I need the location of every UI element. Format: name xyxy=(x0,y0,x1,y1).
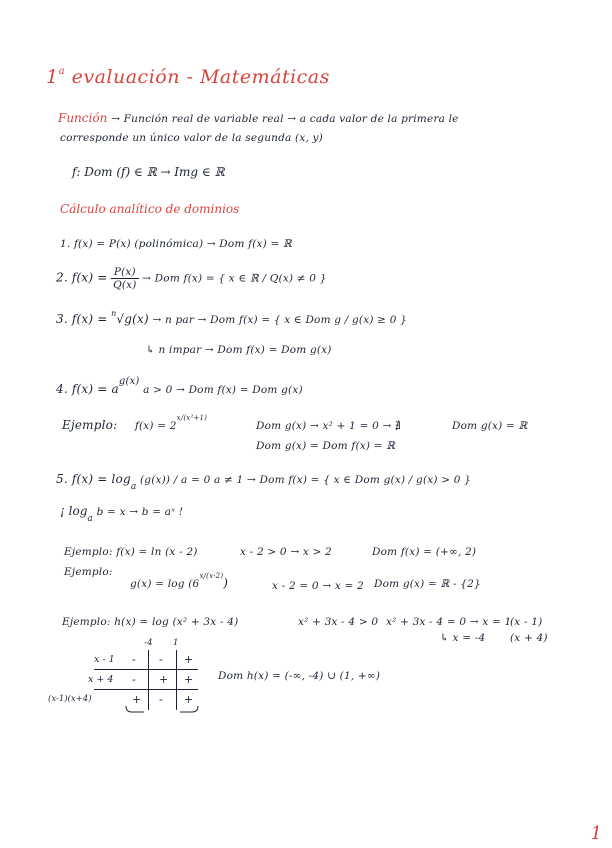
log-note-rest: b = x → b = aˣ ! xyxy=(96,506,184,518)
rule-3-prefix: 3. f(x) = xyxy=(56,312,108,326)
log-note-start: ¡ log xyxy=(60,504,88,518)
sign-table-divider xyxy=(94,669,198,670)
example-h-solve: x² + 3x - 4 = 0 → x = 1 xyxy=(386,616,512,628)
rule-3-even-case: → n par → Dom f(x) = { x ∈ Dom g / g(x) ≥ 0 } xyxy=(152,314,408,326)
sign-table-row-label: x - 1 xyxy=(94,654,115,665)
sign-table-divider xyxy=(94,689,198,690)
title-superscript: a xyxy=(58,66,66,77)
example-log6-exponent: x/(x-2) xyxy=(199,572,224,580)
example-h-factor-2: (x + 4) xyxy=(510,632,548,644)
sign-table-cell: + xyxy=(132,693,142,706)
rule-3-root-index: n xyxy=(111,309,117,318)
rule-5-prefix: 5. f(x) = log xyxy=(56,472,131,486)
rule-2-denominator: Q(x) xyxy=(113,279,137,291)
rule-2-rational xyxy=(56,266,327,291)
rule-1-polynomial: 1. f(x) = P(x) (polinómica) → Dom f(x) = ℝ xyxy=(60,238,292,250)
example-exp-function: f(x) = 2 xyxy=(134,420,177,432)
example-ln xyxy=(64,546,198,558)
rule-4-domain: a > 0 → Dom f(x) = Dom g(x) xyxy=(143,384,303,396)
example-exponential xyxy=(62,414,208,432)
sign-table-cell: + xyxy=(184,673,194,686)
sign-table-divider xyxy=(148,650,149,710)
rule-5-logarithm xyxy=(56,472,472,492)
sign-table-cell: - xyxy=(132,653,136,666)
rule-2-numerator: P(x) xyxy=(111,266,139,279)
sign-table-row-label: (x-1)(x+4) xyxy=(48,694,92,704)
sign-table-cell: - xyxy=(132,673,136,686)
example-log6-expr: g(x) = log (6 xyxy=(130,578,200,590)
example-label: Ejemplo: xyxy=(64,546,113,558)
sign-table-cell: - xyxy=(159,653,163,666)
example-log6-condition: x - 2 = 0 → x = 2 xyxy=(272,580,364,592)
definition-line-2: corresponde un único valor de la segunda (x, y) xyxy=(60,132,323,144)
rule-5-base: a xyxy=(130,482,137,492)
example-h xyxy=(62,616,238,628)
example-label: Ejemplo: xyxy=(62,616,111,628)
example-ln-condition: x - 2 > 0 → x > 2 xyxy=(240,546,332,558)
example-h-function: h(x) = log (x² + 3x - 4) xyxy=(114,616,239,628)
sign-table-cell: + xyxy=(184,653,194,666)
sign-table-divider xyxy=(176,650,177,710)
example-log6-close: ) xyxy=(223,576,229,590)
example-label: Ejemplo: xyxy=(62,418,118,432)
example-log6-domain: Dom g(x) = ℝ - {2} xyxy=(374,578,481,590)
title-number: 1 xyxy=(46,66,59,88)
definition-line-1 xyxy=(58,111,459,125)
rule-3-root xyxy=(56,309,408,326)
example-exp-exponent: x/(x²+1) xyxy=(176,414,208,422)
example-ln-function: f(x) = ln (x - 2) xyxy=(116,546,198,558)
example-exp-step-1: Dom g(x) → x² + 1 = 0 → ∄ xyxy=(256,420,401,432)
rule-4-exponential xyxy=(56,376,303,396)
sign-table-interval-brackets xyxy=(122,704,202,716)
domain-notation: f: Dom (f) ∈ ℝ → Img ∈ ℝ xyxy=(72,165,225,179)
rule-3-odd-case: ↳ n impar → Dom f(x) = Dom g(x) xyxy=(146,344,332,356)
example-exp-step-1b: Dom g(x) = ℝ xyxy=(452,420,528,432)
example-exp-step-2: Dom g(x) = Dom f(x) = ℝ xyxy=(256,440,396,452)
example-h-result: Dom h(x) = (-∞, -4) ∪ (1, +∞) xyxy=(218,670,381,682)
title-text: evaluación - Matemáticas xyxy=(71,66,330,88)
page-title xyxy=(46,66,330,88)
example-h-condition: x² + 3x - 4 > 0 xyxy=(298,616,379,628)
rule-4-exponent: g(x) xyxy=(118,376,140,387)
sign-table-cell: + xyxy=(184,693,194,706)
sign-table-row-label: x + 4 xyxy=(88,674,114,685)
definition-term: Función xyxy=(58,111,108,125)
example-h-root-2: ↳ x = -4 xyxy=(440,632,486,644)
sign-table-cell: - xyxy=(159,693,163,706)
example-log6-function xyxy=(130,572,229,590)
log-note-base: a xyxy=(87,514,93,524)
rule-5-domain: (g(x)) / a = 0 a ≠ 1 → Dom f(x) = { x ∈ Dom g(x) / g(x) > 0 } xyxy=(140,474,472,486)
rule-4-prefix: 4. f(x) = a xyxy=(56,382,119,396)
rule-2-prefix: 2. f(x) = xyxy=(56,270,108,285)
sign-table-header-root-1: -4 xyxy=(144,638,153,648)
example-log6-label: Ejemplo: xyxy=(64,566,113,578)
example-ln-domain: Dom f(x) = (+∞, 2) xyxy=(372,546,477,558)
example-h-factor-1: (x - 1) xyxy=(510,616,543,628)
log-definition-note xyxy=(60,504,184,524)
rule-2-fraction xyxy=(111,266,139,291)
rule-3-radicand: √g(x) xyxy=(116,312,149,326)
sign-table xyxy=(48,638,198,714)
definition-text-1: → Función real de variable real → a cada valor de la primera le xyxy=(111,113,459,125)
sign-table-header-root-2: 1 xyxy=(173,638,179,648)
page-number: 1 xyxy=(590,823,602,844)
sign-table-cell: + xyxy=(159,673,169,686)
section-heading: Cálculo analítico de dominios xyxy=(60,202,240,216)
rule-2-domain: → Dom f(x) = { x ∈ ℝ / Q(x) ≠ 0 } xyxy=(142,272,327,285)
